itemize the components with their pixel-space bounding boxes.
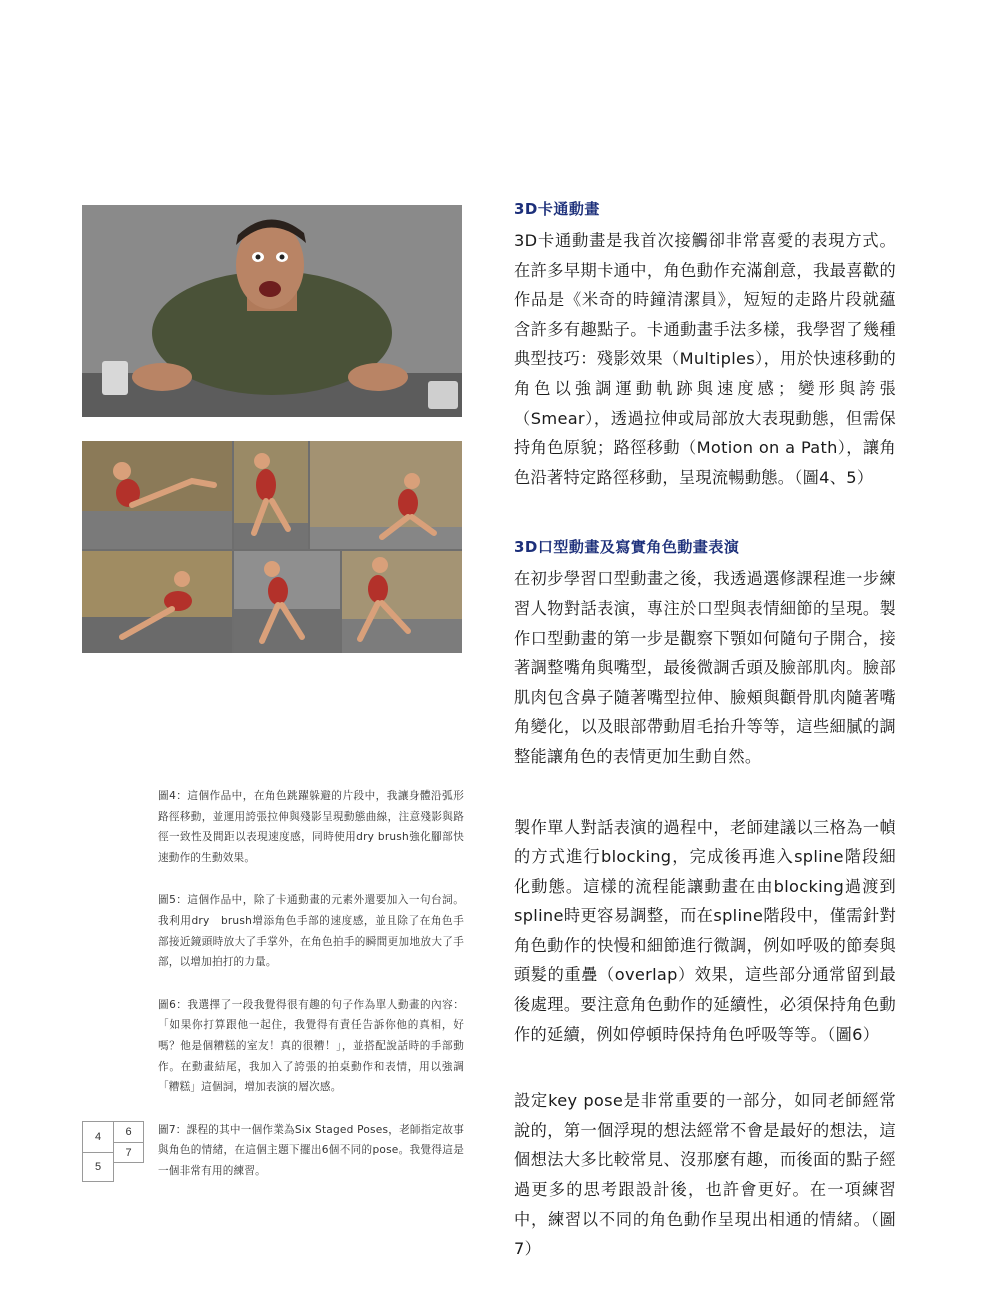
section-heading-cartoon: 3D卡通動畫 xyxy=(514,200,600,218)
figure-4-image xyxy=(82,205,462,417)
caption-figure-4: 圖4：這個作品中，在角色跳躍躲避的片段中，我讓身體沿弧形路徑移動，並運用誇張拉伸與殘影呈現動態曲線，注意殘影與路徑一致性及間距以表現速度感，同時使用dry brush強化腳部快速動作的生動效果。 xyxy=(158,790,464,864)
key-cell-6: 6 xyxy=(113,1121,144,1143)
paragraph-lipsync: 在初步學習口型動畫之後，我透過選修課程進一步練習人物對話表演，專注於口型與表情細節的呈現。製作口型動畫的第一步是觀察下顎如何隨句子開合，接著調整嘴角與嘴型，最後微調舌頭及臉部肌肉。臉部肌肉包含鼻子隨著嘴型拉伸、臉頰與顴骨肌肉隨著嘴角變化，以及眼部帶動眉毛抬升等等，這些細膩的調整能讓角色的表情更加生動自然。 xyxy=(514,569,896,766)
paragraph-dialogue: 製作單人對話表演的過程中，老師建議以三格為一幀的方式進行blocking，完成後再進入spline階段細化動態。這樣的流程能讓動畫在由blocking過渡到spline時更容易調整，而在spline階段中，僅需針對角色動作的快慢和細節進行微調，例如呼吸的節奏與頭髮的重疊（overlap）效果，這些部分通常留到最後處理。要注意角色動作的延續性，必須保持角色動作的延續，例如停頓時保持角色呼吸等等。（圖6） xyxy=(514,817,896,1044)
caption-figure-7: 圖7：課程的其中一個作業為Six Staged Poses，老師指定故事與角色的情緒，在這個主題下擺出6個不同的pose。我覺得這是一個非常有用的練習。 xyxy=(158,1123,464,1177)
caption-figure-5: 圖5：這個作品中，除了卡通動畫的元素外還要加入一句台詞。我利用dry brush增添角色手部的速度感，並且除了在角色手部接近鏡頭時放大了手掌外，在角色拍手的瞬間更加地放大了手部，以增加拍打的力量。 xyxy=(158,894,464,969)
main-text-column xyxy=(514,198,896,1264)
pose-grid-illustration xyxy=(82,441,462,653)
key-cell-7: 7 xyxy=(113,1142,144,1163)
figure-captions xyxy=(158,786,464,1182)
paragraph-key-pose: 設定key pose是非常重要的一部分，如同老師經常說的，第一個浮現的想法經常不會是最好的想法，這個想法大多比較常見、沒那麼有趣，而後面的點子經過更多的思考跟設計後，也許會更好。在一項練習中，練習以不同的角色動作呈現出相通的情緒。（圖7） xyxy=(514,1091,896,1259)
key-cell-4: 4 xyxy=(82,1121,114,1153)
key-cell-5: 5 xyxy=(82,1152,114,1182)
paragraph-cartoon: 3D卡通動畫是我首次接觸卻非常喜愛的表現方式。在許多早期卡通中，角色動作充滿創意，我最喜歡的作品是《米奇的時鐘清潔員》，短短的走路片段就蘊含許多有趣點子。卡通動畫手法多樣，我學習了幾種典型技巧：殘影效果（Multiples），用於快速移動的角色以強調運動軌跡與速度感；變形與誇張（Smear），透過拉伸或局部放大表現動態，但需保持角色原貌；路徑移動（Motion on a Path），讓角色沿著特定路徑移動，呈現流暢動態。（圖4、5） xyxy=(514,231,896,487)
figure-5-6-7-image xyxy=(82,441,462,653)
caption-figure-6: 圖6：我選擇了一段我覺得很有趣的句子作為單人動畫的內容：「如果你打算跟他一起住，我覺得有責任告訴你他的真相，好嗎？他是個糟糕的室友！真的很糟！」，並搭配說話時的手部動作。在動畫結尾，我加入了誇張的拍桌動作和表情，用以強調「糟糕」這個詞，增加表演的層次感。 xyxy=(158,998,464,1094)
figure-4-illustration xyxy=(82,205,462,417)
section-heading-lipsync: 3D口型動畫及寫實角色動畫表演 xyxy=(514,538,740,557)
